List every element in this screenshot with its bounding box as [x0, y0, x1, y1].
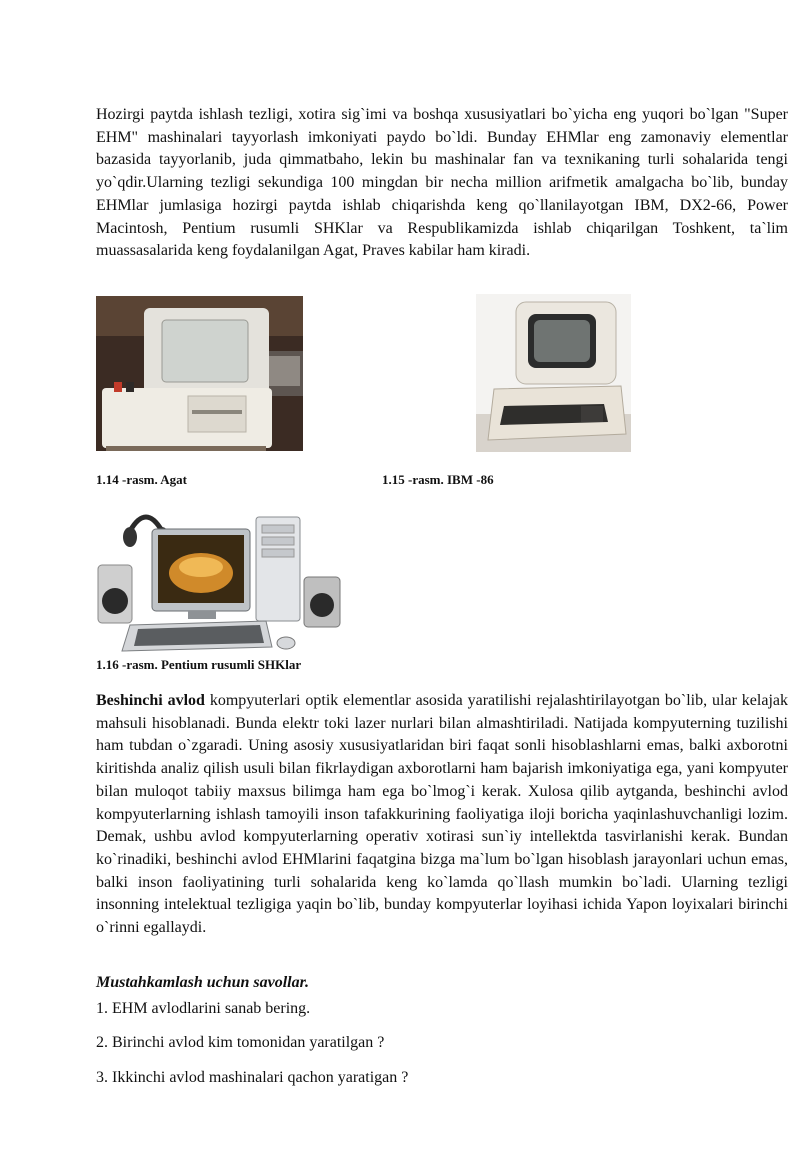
paragraph-fifth-generation: [96, 690, 788, 940]
question-item: 1. EHM avlodlarini sanab bering.: [96, 1000, 311, 1017]
agat-computer-photo: [96, 296, 303, 451]
ibm-86-computer-illustration: [476, 294, 631, 452]
caption-fig-1-14: 1.14 -rasm. Agat: [96, 472, 187, 487]
paragraph-body: kompyuterlari optik elementlar asosida yaratilishi rejalashtirilayotgan bo`lib, ular kelajak mahsuli hisoblanadi. Bunda elektr toki lazer nurlari bilan almashtiriladi. Natijada kompyuterning tuzilishi ham tubdan o`zgaradi. Uning asosiy xususiyatlaridan biri faqat sonli hisoblashlarni emas, balki axborotni kiritishda analiz qilish usuli bilan fikrlaydigan axborotlarni ham bajarish imkoniyatiga ega, yani kompyuter bilan muloqot tabiiy maxsus bilimga ham ega bo`lmog`i kerak. Xulosa qilib aytganda, beshinchi avlod kompyuterlarning ishlash tamoyili inson tafakkurining faoliyatiga iloji boricha yaqinlashuvchanligi lozim. Demak, ushbu avlod kompyuterlarning operativ xotirasi sun`iy intellektda tasvirlanishi kerak. Bundan ko`rinadiki, beshinchi avlod EHMlarini faqatgina bizga ma`lum bo`lgan hisoblash jarayonlari uchun emas, balki inson faoliyatining turli sohalarida keng ko`lamda qo`llash mumkin bo`ladi. Ularning tezligi insonning intelektual tezligiga yaqin bo`lib, bunday kompyuterlar loyihasi ichida Yapon loyixalari birinchi o`rinni egallaydi.: [96, 692, 788, 937]
pentium-pc-photo: [96, 503, 344, 655]
caption-fig-1-16: 1.16 -rasm. Pentium rusumli SHKlar: [96, 657, 302, 672]
question-item: 2. Birinchi avlod kim tomonidan yaratilgan ?: [96, 1034, 385, 1051]
question-item: 3. Ikkinchi avlod mashinalari qachon yaratigan ?: [96, 1069, 409, 1086]
paragraph-lead-bold: Beshinchi avlod: [96, 692, 205, 709]
questions-heading: [96, 974, 309, 992]
ibm-86-computer-photo: [476, 294, 631, 452]
caption-fig-1-15: 1.15 -rasm. IBM -86: [382, 472, 494, 487]
paragraph-super-ehm: Hozirgi paytda ishlash tezligi, xotira sig`imi va boshqa xususiyatlari bo`yicha eng yuqori bo`lgan "Super EHM" mashinalari tayyorlash imkoniyati paydo bo`ldi. Bunday EHMlar eng zamonaviy elementlar bazasida tayyorlanib, juda qimmatbaho, lekin bu mashinalar fan va texnikaning turli sohalarida tengi yo`qdir.Ularning tezligi sekundiga 100 mingdan bir necha million arifmetik amalgacha bo`lib, bunday EHMlar jumlasiga hozirgi paytda ishlab chiqarishda keng qo`llanilayotgan IBM, DX2-66, Power Macintosh, Pentium rusumli SHKlar va Respublikamizda ishlab chiqarilgan Toshkent, ta`lim muassasalarida keng foydalanilgan Agat, Praves kabilar ham kiradi.: [96, 106, 788, 260]
pentium-pc-illustration: [96, 503, 344, 655]
questions-title: Mustahkamlash uchun savollar.: [96, 974, 309, 991]
agat-computer-illustration: [96, 296, 303, 451]
